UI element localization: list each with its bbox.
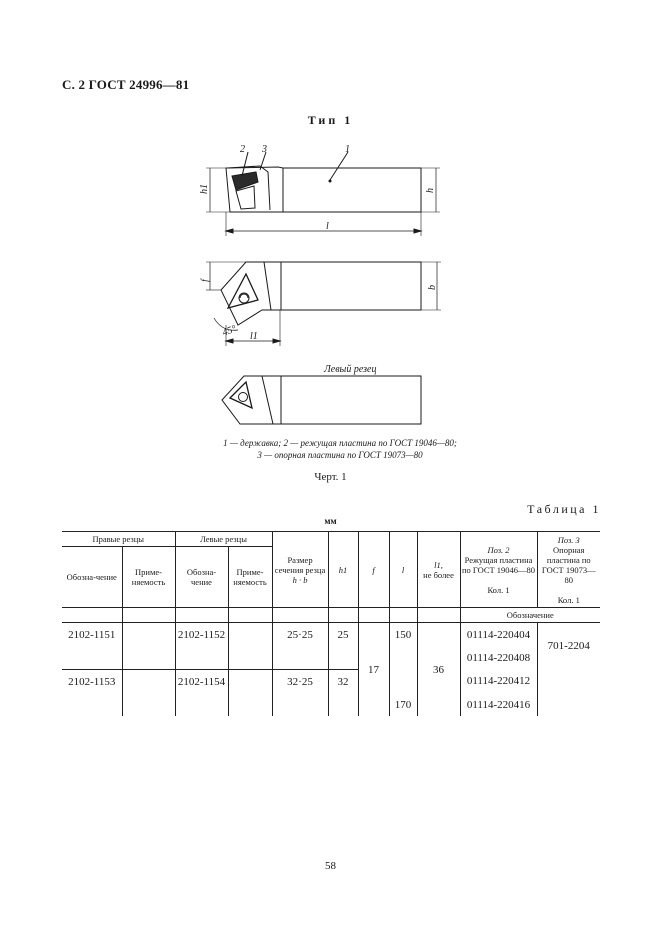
row2-l: 170 (389, 693, 417, 716)
l1-header: l1, не более (417, 532, 460, 608)
label-part1: 1 (345, 144, 350, 155)
row2-insert1: 01114-220412 (460, 670, 537, 694)
label-part3: 3 (262, 144, 267, 155)
left-cutter-view (222, 376, 421, 424)
table-title: Таблица 1 (527, 502, 601, 516)
page-header: С. 2 ГОСТ 24996—81 (62, 77, 190, 92)
row2-insert2: 01114-220416 (460, 693, 537, 716)
applicability-left-header: Приме-няемость (228, 547, 272, 608)
l1-value: 36 (417, 623, 460, 717)
row1-insert1: 01114-220404 (460, 623, 537, 647)
size-header: Размер сечения резца h · b (272, 532, 328, 608)
spec-table (62, 531, 600, 716)
caption-line1: 1 — державка; 2 — режущая пластина по ГОСТ 19046—80; (223, 438, 457, 448)
pos3-header: Поз. 3 Опорная пластина по ГОСТ 19073—80 Кол. 1 (537, 532, 600, 608)
label-f: f (200, 279, 211, 282)
chart-title: Черт. 1 (314, 471, 347, 483)
page-number: 58 (325, 860, 336, 872)
label-left-cutter: Левый резец (324, 364, 377, 375)
group-left-header: Левые резцы (175, 532, 272, 547)
designation-right-header: Обозна-чение (62, 547, 122, 608)
f-value: 17 (358, 623, 389, 717)
h1-header: h1 (328, 532, 358, 608)
l-header: l (389, 532, 417, 608)
row1-insert2: 01114-220408 (460, 646, 537, 670)
support-value: 701-2204 (537, 623, 600, 670)
pos2-header: Поз. 2 Режущая пластина по ГОСТ 19046—80 Кол. 1 (460, 532, 537, 608)
label-angle: 45° (220, 323, 238, 339)
row1-right: 2102-1151 (62, 623, 122, 647)
group-right-header: Правые резцы (62, 532, 175, 547)
label-h1: h1 (199, 184, 210, 194)
label-h: h (425, 188, 436, 193)
applicability-right-header: Приме-няемость (122, 547, 175, 608)
label-l1: l1 (250, 331, 258, 342)
units-label: мм (324, 516, 337, 526)
label-l: l (326, 221, 329, 232)
designation-left-header: Обозна-чение (175, 547, 228, 608)
top-view (206, 152, 440, 236)
designation-subheader: Обозначение (460, 608, 600, 623)
row2-left: 2102-1154 (175, 670, 228, 694)
row2-size: 32·25 (272, 670, 328, 694)
row1-size: 25·25 (272, 623, 328, 647)
f-header: f (358, 532, 389, 608)
row1-l: 150 (389, 623, 417, 647)
row2-right: 2102-1153 (62, 670, 122, 694)
label-b: b (427, 285, 438, 290)
plan-view (206, 262, 441, 346)
row1-left: 2102-1152 (175, 623, 228, 647)
caption-line2: 3 — опорная пластина по ГОСТ 19073—80 (257, 450, 423, 460)
label-part2: 2 (240, 144, 245, 155)
row1-h1: 25 (328, 623, 358, 647)
type-title: Тип 1 (307, 113, 354, 127)
row2-h1: 32 (328, 670, 358, 694)
